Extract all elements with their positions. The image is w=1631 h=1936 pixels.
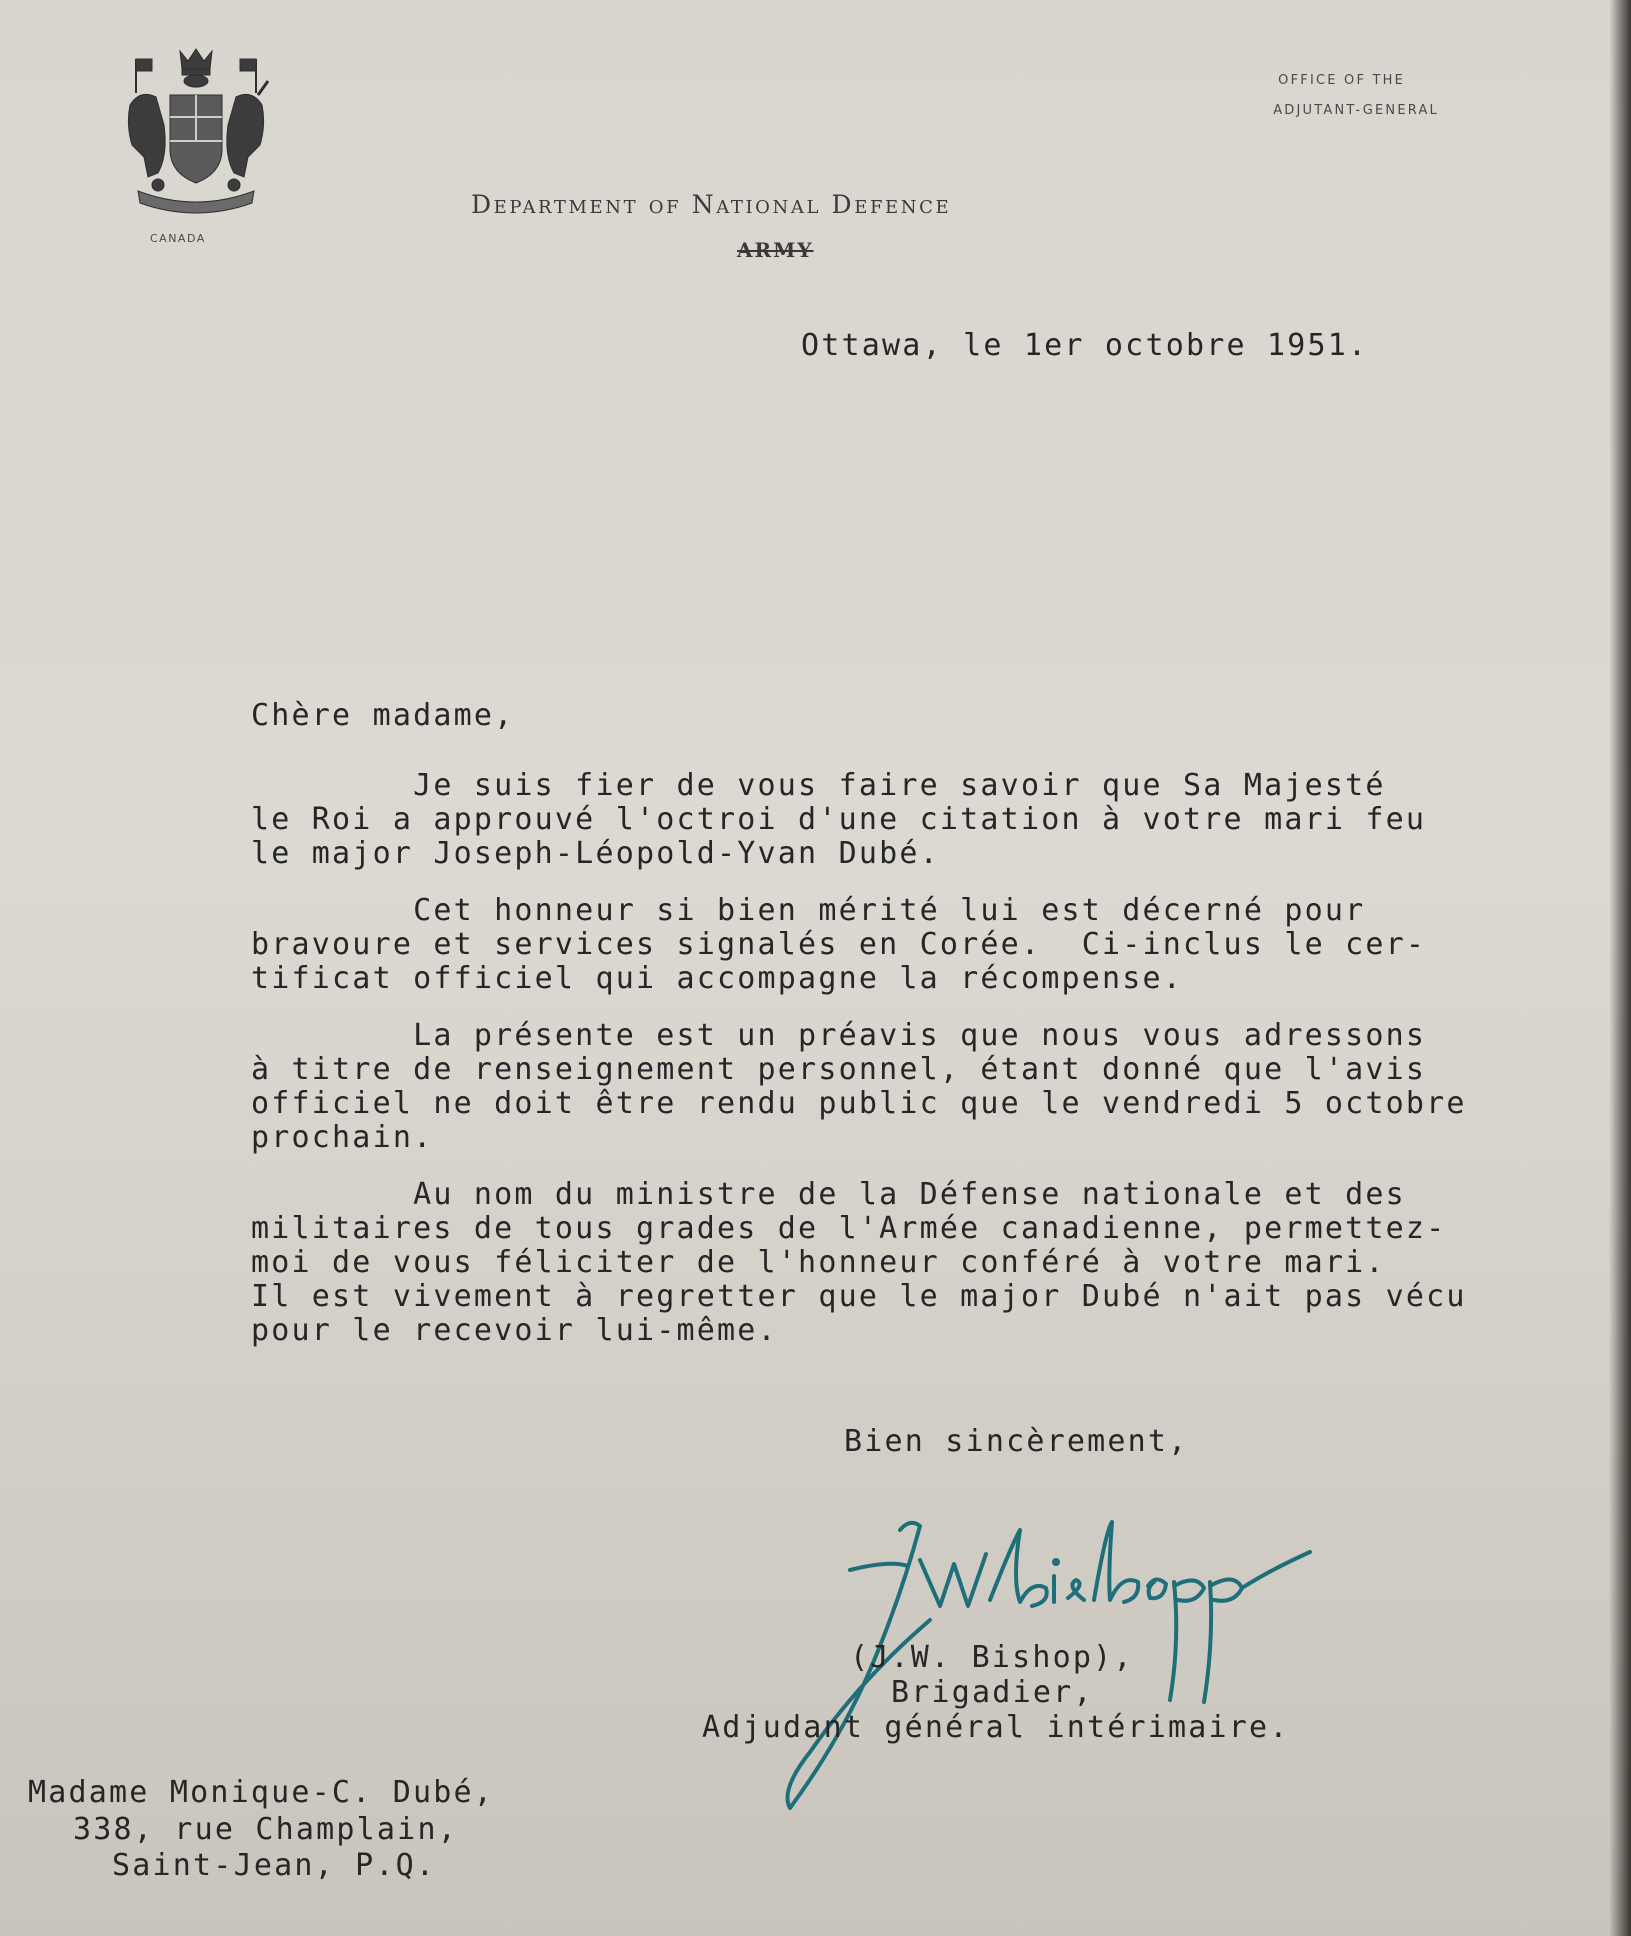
body-line: La présente est un préavis que nous vous adressons bbox=[251, 1018, 1427, 1053]
signatory-rank: Brigadier, bbox=[891, 1675, 1094, 1710]
recipient-line-1: Madame Monique-C. Dubé, bbox=[28, 1775, 495, 1810]
date-line: Ottawa, le 1er octobre 1951. bbox=[801, 328, 1369, 363]
department-subtitle: ARMY bbox=[737, 238, 814, 262]
office-line-1: OFFICE OF THE bbox=[1278, 73, 1405, 88]
body-line: le Roi a approuvé l'octroi d'une citation à votre mari feu bbox=[251, 802, 1427, 837]
body-line: Je suis fier de vous faire savoir que Sa Majesté bbox=[251, 768, 1386, 803]
department-title: Department of National Defence bbox=[471, 190, 952, 219]
closing: Bien sincèrement, bbox=[844, 1424, 1189, 1459]
body-line: prochain. bbox=[251, 1120, 434, 1155]
recipient-line-3: Saint-Jean, P.Q. bbox=[112, 1848, 437, 1883]
body-line: tificat officiel qui accompagne la récompense. bbox=[251, 961, 1184, 996]
salutation: Chère madame, bbox=[251, 698, 515, 733]
office-line-2: ADJUTANT-GENERAL bbox=[1273, 103, 1439, 118]
body-line: Cet honneur si bien mérité lui est décerné pour bbox=[251, 893, 1366, 928]
body-line: Au nom du ministre de la Défense nationale et des bbox=[251, 1177, 1406, 1212]
signatory-name: (J.W. Bishop), bbox=[850, 1640, 1134, 1675]
body-line: à titre de renseignement personnel, étant donné que l'avis bbox=[251, 1052, 1427, 1087]
crest-caption: CANADA bbox=[150, 232, 206, 245]
recipient-line-2: 338, rue Champlain, bbox=[73, 1812, 458, 1847]
body-line: Il est vivement à regretter que le major Dubé n'ait pas vécu bbox=[251, 1279, 1467, 1314]
body-line: officiel ne doit être rendu public que le vendredi 5 octobre bbox=[251, 1086, 1467, 1121]
body-line: le major Joseph-Léopold-Yvan Dubé. bbox=[251, 836, 940, 871]
canada-coat-of-arms-icon bbox=[118, 45, 274, 221]
body-line: militaires de tous grades de l'Armée canadienne, permettez- bbox=[251, 1211, 1447, 1246]
signatory-title: Adjudant général intérimaire. bbox=[702, 1710, 1290, 1745]
body-line: bravoure et services signalés en Corée. Ci-inclus le cer- bbox=[251, 927, 1427, 962]
body-line: moi de vous féliciter de l'honneur conféré à votre mari. bbox=[251, 1245, 1386, 1280]
body-line: pour le recevoir lui-même. bbox=[251, 1313, 778, 1348]
